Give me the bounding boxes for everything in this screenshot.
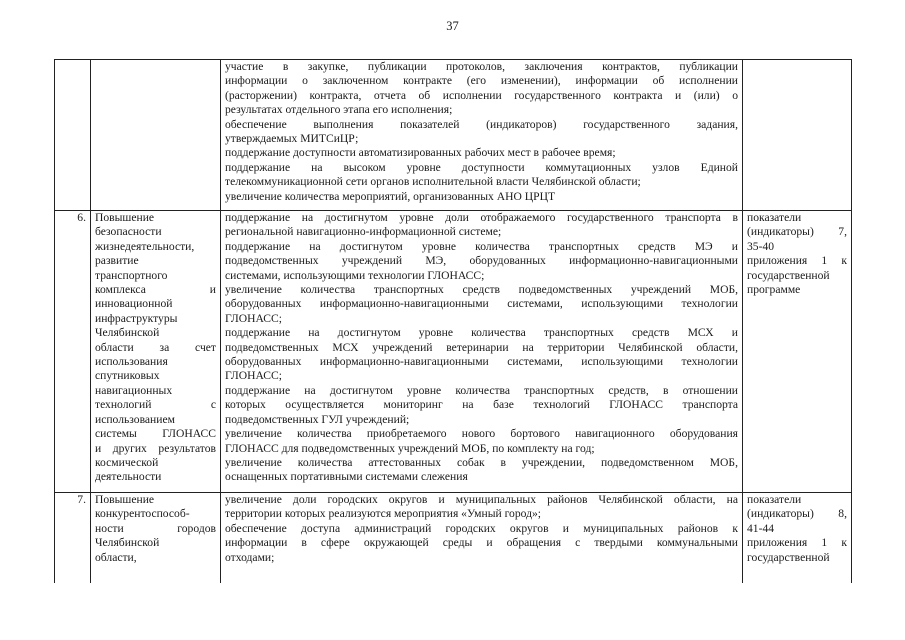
row-number-cell (55, 493, 91, 583)
page-number: 37 (446, 19, 459, 33)
measure-line: увеличение количества транспортных средств подведомственных учреждений МОБ, (225, 283, 738, 297)
task-line: ности городов (95, 521, 216, 535)
measure-line: региональной навигационно-информационной системе; (225, 225, 502, 239)
measure-line: утверждаемых МИТСиЦР; (225, 132, 359, 146)
measures-cell (221, 60, 743, 211)
measures-cell (221, 493, 743, 583)
measure-line: отходами; (225, 550, 275, 564)
row-number: 6. (77, 211, 86, 224)
task-line: области, (95, 550, 137, 564)
task-line: Повышение (95, 493, 155, 506)
task-line: и других результатов (95, 441, 216, 455)
measure-line: оборудованных информационно-навигационными системами, использующими технологии (225, 297, 738, 311)
measure-line: (расторжении) контракта, отчета об исполнении государственного контракта и (или) о (225, 88, 738, 102)
row-number: 7. (77, 493, 86, 506)
measure-line: ГЛОНАСС; (225, 311, 282, 325)
indicator-line: (индикаторы) 8, (747, 507, 847, 521)
measure-line: которых осуществляется мониторинг на базе технологий ГЛОНАСС транспорта (225, 398, 738, 412)
measure-line: увеличение количества аттестованных собак в учреждении, подведомственном МОБ, (225, 455, 738, 469)
task-line: спутниковых (95, 369, 160, 383)
measure-line: поддержание на высоком уровне доступности коммутационных узлов Единой (225, 160, 738, 174)
task-line: Челябинской (95, 536, 160, 550)
measure-line: поддержание на достигнутом уровне количества транспортных средств МСХ и (225, 326, 738, 340)
task-line: развитие (95, 254, 139, 268)
measure-line: увеличение количества приобретаемого нового бортового навигационного оборудования (225, 427, 738, 441)
measure-line: обеспечение выполнения показателей (индикаторов) государственного задания, (225, 117, 738, 131)
indicator-line: государственной (747, 268, 830, 282)
task-line: жизнедеятельности, (95, 239, 195, 253)
table-row-continuation (55, 60, 852, 211)
measure-line: системами, использующими технологии ГЛОНАСС; (225, 268, 485, 282)
measure-line: поддержание на достигнутом уровне количества транспортных средств, в отношении (225, 383, 738, 397)
measure-line: подведомственных ГУЛ учреждений; (225, 412, 410, 426)
indicator-line: 35-40 (747, 239, 775, 253)
measure-line: результатах отдельного этапа его исполнения; (225, 103, 453, 117)
measure-line: информации о заключенном контракте (его изменении), информации об исполнении (225, 74, 738, 88)
task-line: инфраструктуры (95, 311, 178, 325)
indicator-line: показатели (747, 211, 802, 224)
task-line: инновационной (95, 297, 173, 311)
measure-line: оборудованных информационно-навигационными системами, использующими технологии (225, 355, 738, 369)
task-line: космической (95, 455, 159, 469)
indicator-line: приложения 1 к (747, 254, 847, 268)
indicators-cell (743, 60, 852, 211)
row-number-cell (55, 211, 91, 493)
measure-line: ГЛОНАСС; (225, 369, 282, 383)
row-number-cell (55, 60, 91, 211)
indicator-line: (индикаторы) 7, (747, 225, 847, 239)
indicator-line: государственной (747, 550, 830, 564)
task-line: области за счет (95, 340, 216, 354)
task-line: навигационных (95, 383, 173, 397)
task-line: технологий с (95, 398, 216, 412)
measure-line: увеличение доли городских округов и муниципальных районов Челябинской области, на (225, 493, 738, 506)
measure-line: обеспечение доступа администраций городских округов и муниципальных районов к (225, 521, 738, 535)
task-line: комплекса и (95, 283, 216, 297)
task-line: использованием (95, 412, 175, 426)
measure-line: поддержание на достигнутом уровне количества транспортных средств МЭ и (225, 239, 738, 253)
task-cell (91, 211, 221, 493)
table-row-task-7 (55, 493, 852, 583)
task-cell (91, 493, 221, 583)
measure-line: телекоммуникационной сети органов исполнительной власти Челябинской области; (225, 175, 641, 189)
measure-line: подведомственных учреждений МЭ, оборудованных информационно-навигационными (225, 254, 738, 268)
measure-line: информации в сфере окружающей среды и обращения с твердыми коммунальными (225, 536, 738, 550)
task-line: деятельности (95, 470, 162, 484)
task-line: Повышение (95, 211, 155, 224)
indicators-cell (743, 493, 852, 583)
measure-line: оснащенных портативными системами слежения (225, 470, 468, 484)
task-line: использования (95, 355, 168, 369)
task-line: Челябинской (95, 326, 160, 340)
task-cell (91, 60, 221, 211)
measure-line: увеличение количества мероприятий, организованных АНО ЦРЦТ (225, 189, 556, 203)
indicator-line: программе (747, 283, 801, 297)
task-line: системы ГЛОНАСС (95, 427, 216, 441)
task-line: безопасности (95, 225, 162, 239)
table-row-task-6 (55, 211, 852, 493)
measures-cell (221, 211, 743, 493)
measure-line: территории которых реализуются мероприятия «Умный город»; (225, 507, 542, 521)
indicator-line: показатели (747, 493, 802, 506)
measure-line: подведомственных МСХ учреждений ветеринарии на территории Челябинской области, (225, 340, 738, 354)
indicators-cell (743, 211, 852, 493)
program-measures-table (54, 59, 852, 583)
measure-line: участие в закупке, публикации протоколов, заключения контрактов, публикации (225, 60, 738, 73)
measure-line: поддержание на достигнутом уровне доли отображаемого государственного транспорта в (225, 211, 738, 224)
task-line: конкурентоспособ- (95, 507, 190, 521)
indicator-line: приложения 1 к (747, 536, 847, 550)
indicator-line: 41-44 (747, 521, 775, 535)
measure-line: ГЛОНАСС для подведомственных учреждений МОБ, по комплекту на год; (225, 441, 595, 455)
measure-line: поддержание доступности автоматизированных рабочих мест в рабочее время; (225, 146, 616, 160)
task-line: транспортного (95, 268, 168, 282)
